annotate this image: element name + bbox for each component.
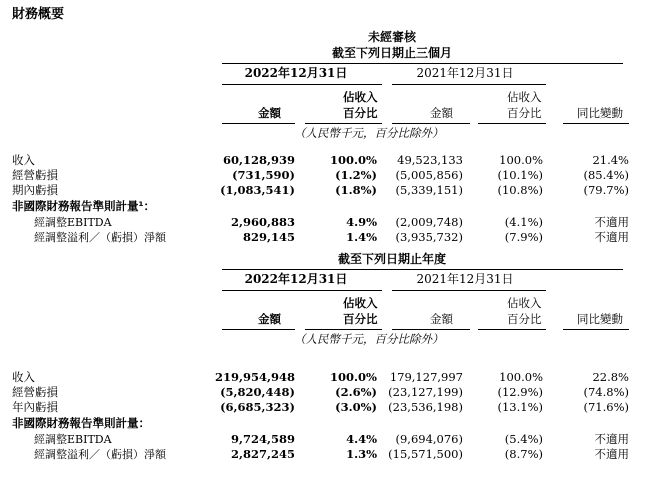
row-label: 經調整EBITDA	[34, 216, 112, 229]
divider	[392, 84, 546, 85]
col-yoy: 同比變動	[577, 106, 623, 120]
divider	[222, 290, 382, 291]
date-2022-heading: 2022年12月31日	[244, 272, 348, 286]
row-yoy: (74.8%)	[583, 385, 629, 399]
row-label: 經調整EBITDA	[34, 433, 112, 446]
row-amount-2021: 179,127,997	[389, 370, 463, 384]
row-pct-2021: (10.1%)	[497, 168, 543, 182]
row-amount-2021: (23,536,198)	[388, 400, 463, 414]
row-amount-2022: (731,590)	[232, 168, 295, 182]
row-amount-2022: 829,145	[242, 230, 295, 244]
page-title: 財務概要	[12, 7, 65, 22]
row-amount-2021: (9,694,076)	[395, 432, 463, 446]
row-pct-2021: (12.9%)	[497, 385, 543, 399]
col-pct-2021-line1: 佔收入	[507, 90, 542, 104]
unit-note: （人民幣千元，百分比除外）	[294, 126, 444, 140]
row-label: 經調整溢利／（虧損）淨額	[34, 448, 166, 461]
row-amount-2022: 60,128,939	[222, 153, 295, 167]
divider	[222, 329, 295, 330]
non-gaap-label: 非國際財務報告準則計量¹：	[12, 199, 156, 213]
row-amount-2021: (5,005,856)	[395, 168, 463, 182]
date-2022-heading: 2022年12月31日	[244, 66, 348, 80]
unit-note: （人民幣千元，百分比除外）	[294, 332, 444, 346]
divider	[563, 123, 629, 124]
quarter-period-heading: 截至下列日期止三個月	[331, 46, 453, 60]
row-pct-2022: 100.0%	[330, 370, 377, 384]
row-pct-2022: (1.8%)	[335, 183, 377, 197]
row-pct-2022: 4.4%	[346, 432, 377, 446]
row-amount-2021: 49,523,133	[397, 153, 463, 167]
row-pct-2022: 100.0%	[330, 153, 377, 167]
row-yoy: (85.4%)	[583, 168, 629, 182]
row-amount-2021: (3,935,732)	[395, 230, 463, 244]
divider	[392, 290, 546, 291]
col-amount-2021: 金額	[430, 106, 453, 120]
divider	[222, 123, 295, 124]
row-amount-2022: 2,960,883	[230, 215, 295, 229]
row-amount-2021: (15,571,500)	[388, 447, 463, 461]
row-pct-2022: 1.3%	[346, 447, 377, 461]
row-yoy: (79.7%)	[583, 183, 629, 197]
row-yoy: 不適用	[594, 230, 629, 244]
row-pct-2021: 100.0%	[499, 153, 543, 167]
row-amount-2021: (23,127,199)	[388, 385, 463, 399]
row-label: 期內虧損	[12, 183, 58, 197]
row-pct-2021: (7.9%)	[504, 230, 543, 244]
row-yoy: 不適用	[594, 432, 629, 446]
row-amount-2022: (5,820,448)	[220, 385, 295, 399]
divider	[392, 329, 470, 330]
row-pct-2021: (10.8%)	[497, 183, 543, 197]
row-amount-2021: (5,339,151)	[395, 183, 463, 197]
row-yoy: 不適用	[594, 447, 629, 461]
row-yoy: 不適用	[594, 215, 629, 229]
row-pct-2021: 100.0%	[499, 370, 543, 384]
row-amount-2022: 2,827,245	[230, 447, 295, 461]
divider	[305, 329, 382, 330]
row-pct-2021: (5.4%)	[504, 432, 543, 446]
col-yoy: 同比變動	[577, 312, 623, 326]
non-gaap-label: 非國際財務報告準則計量：	[12, 416, 150, 430]
row-label: 經調整溢利／（虧損）淨額	[34, 231, 166, 244]
row-pct-2021: (13.1%)	[497, 400, 543, 414]
row-label: 年內虧損	[12, 400, 58, 414]
col-pct-2022-line2: 百分比	[343, 312, 378, 326]
row-yoy: 22.8%	[592, 370, 629, 384]
row-yoy: (71.6%)	[583, 400, 629, 414]
col-pct-2021-line2: 百分比	[507, 106, 542, 120]
row-pct-2021: (8.7%)	[504, 447, 543, 461]
col-pct-2022-line1: 佔收入	[343, 90, 378, 104]
divider	[222, 84, 382, 85]
divider	[305, 123, 382, 124]
date-2021-heading: 2021年12月31日	[416, 272, 514, 286]
divider	[222, 63, 623, 64]
col-pct-2021-line2: 百分比	[507, 312, 542, 326]
unaudited-heading: 未經審核	[367, 30, 417, 44]
row-pct-2022: (3.0%)	[335, 400, 377, 414]
col-pct-2022-line2: 百分比	[343, 106, 378, 120]
row-pct-2022: 4.9%	[346, 215, 377, 229]
row-pct-2022: 1.4%	[346, 230, 377, 244]
row-amount-2022: 219,954,948	[214, 370, 295, 384]
col-amount-2021: 金額	[430, 312, 453, 326]
annual-period-heading: 截至下列日期止年度	[337, 252, 447, 266]
col-amount-2022: 金額	[258, 312, 281, 326]
divider	[222, 269, 623, 270]
row-yoy: 21.4%	[592, 153, 629, 167]
row-label: 收入	[12, 153, 35, 167]
col-pct-2021-line1: 佔收入	[507, 296, 542, 310]
row-amount-2021: (2,009,748)	[395, 215, 463, 229]
divider	[478, 329, 546, 330]
date-2021-heading: 2021年12月31日	[416, 66, 514, 80]
divider	[392, 123, 470, 124]
row-pct-2022: (1.2%)	[335, 168, 377, 182]
divider	[563, 329, 629, 330]
divider	[478, 123, 546, 124]
row-amount-2022: (6,685,323)	[220, 400, 295, 414]
row-label: 收入	[12, 370, 35, 384]
row-label: 經營虧損	[12, 168, 58, 182]
row-pct-2021: (4.1%)	[504, 215, 543, 229]
row-label: 經營虧損	[12, 385, 58, 399]
row-amount-2022: (1,083,541)	[220, 183, 295, 197]
row-pct-2022: (2.6%)	[335, 385, 377, 399]
col-amount-2022: 金額	[258, 106, 281, 120]
col-pct-2022-line1: 佔收入	[343, 296, 378, 310]
row-amount-2022: 9,724,589	[230, 432, 295, 446]
